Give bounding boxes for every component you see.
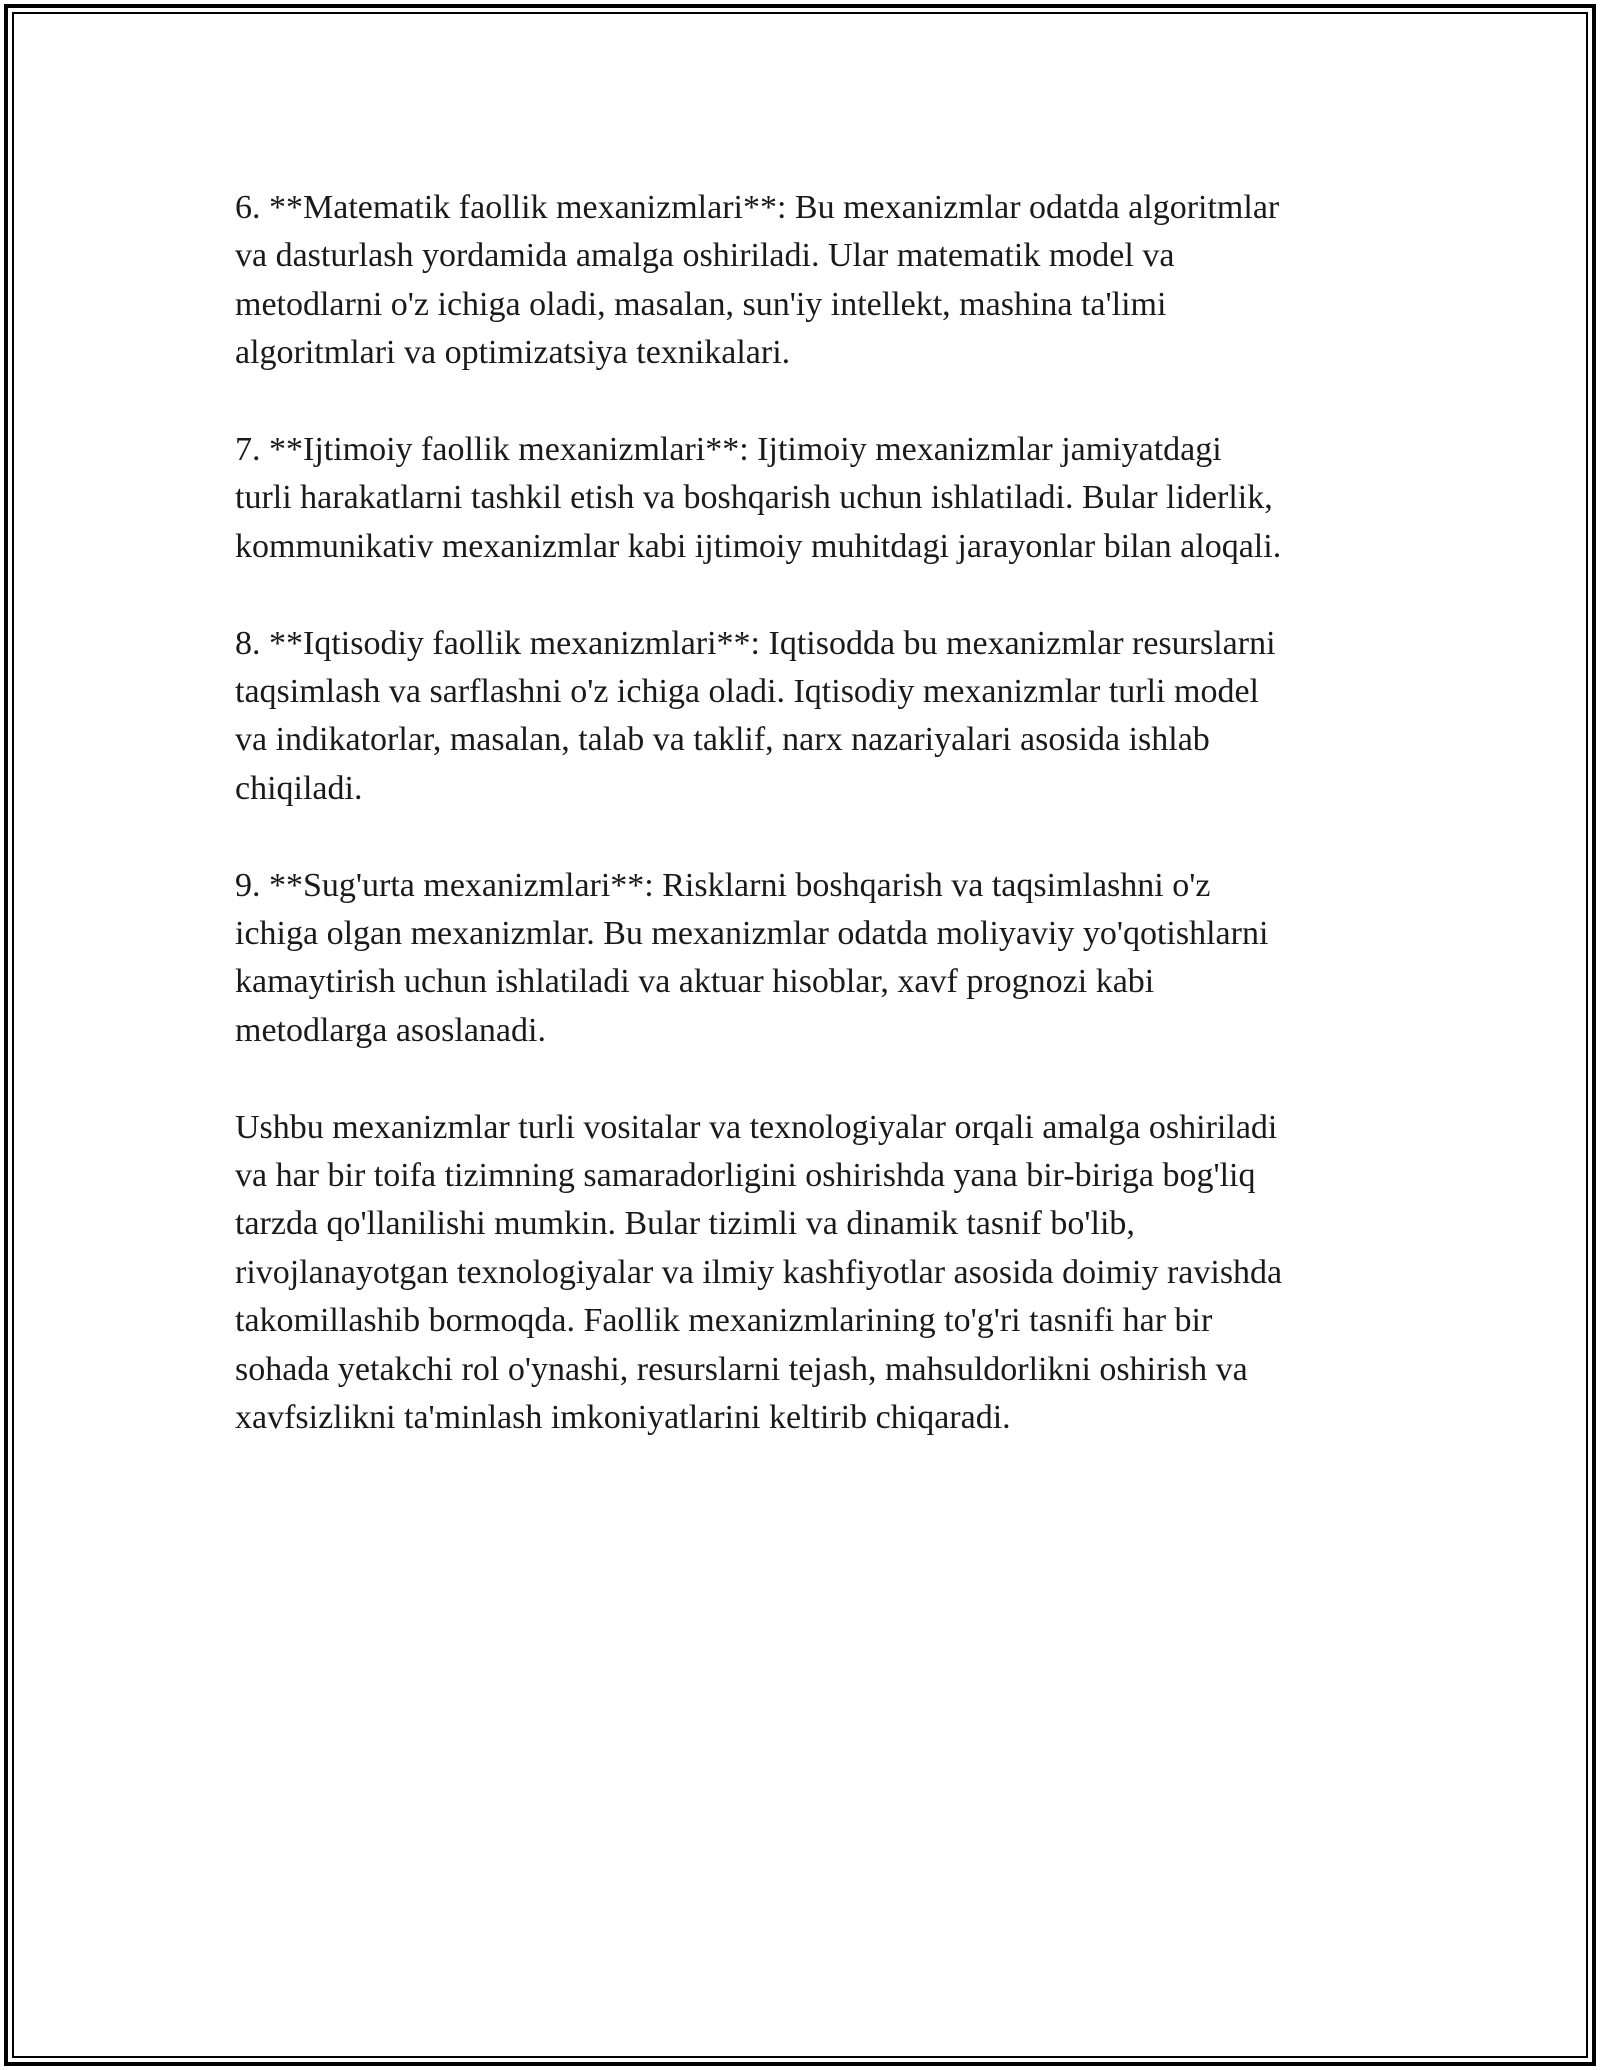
paragraph-item-9: 9. **Sug'urta mexanizmlari**: Risklarni boshqarish va taqsimlashni o'z ichiga olgan mexanizmlar. Bu mexanizmlar odatda moliyaviy yo'qotishlarni kamaytirish uchun ishlatiladi va aktuar hisoblar, xavf prognozi kabi metodlarga asoslanadi. xyxy=(235,866,1269,1049)
paragraph-item-8: 8. **Iqtisodiy faollik mexanizmlari**: Iqtisodda bu mexanizmlar resurslarni taqsimlash va sarflashni o'z ichiga oladi. Iqtisodiy mexanizmlar turli model va indikatorlar, masalan, talab va taklif, narx nazariyalari asosida ishlab chiqiladi. xyxy=(235,624,1276,807)
document-body xyxy=(235,184,1385,1491)
paragraph-item-7: 7. **Ijtimoiy faollik mexanizmlari**: Ijtimoiy mexanizmlar jamiyatdagi turli harakatlarni tashkil etish va boshqarish uchun ishlatiladi. Bular liderlik, kommunikativ mexanizmlar kabi ijtimoiy muhitdagi jarayonlar bilan aloqali. xyxy=(235,431,1282,565)
paragraph-item-6: 6. **Matematik faollik mexanizmlari**: Bu mexanizmlar odatda algoritmlar va dasturlash yordamida amalga oshiriladi. Ular matematik model va metodlarni o'z ichiga oladi, masalan, sun'iy intellekt, mashina ta'limi algoritmlari va optimizatsiya texnikalari. xyxy=(235,189,1280,372)
paragraph-conclusion: Ushbu mexanizmlar turli vositalar va texnologiyalar orqali amalga oshiriladi va har bir toifa tizimning samaradorligini oshirishda yana bir-biriga bog'liq tarzda qo'llanilishi mumkin. Bular tizimli va dinamik tasnif bo'lib, rivojlanayotgan texnologiyalar va ilmiy kashfiyotlar asosida doimiy ravishda takomillashib bormoqda. Faollik mexanizmlarining to'g'ri tasnifi har bir sohada yetakchi rol o'ynashi, resurslarni tejash, mahsuldorlikni oshirish va xavfsizlikni ta'minlash imkoniyatlarini keltirib chiqaradi. xyxy=(235,1108,1283,1437)
